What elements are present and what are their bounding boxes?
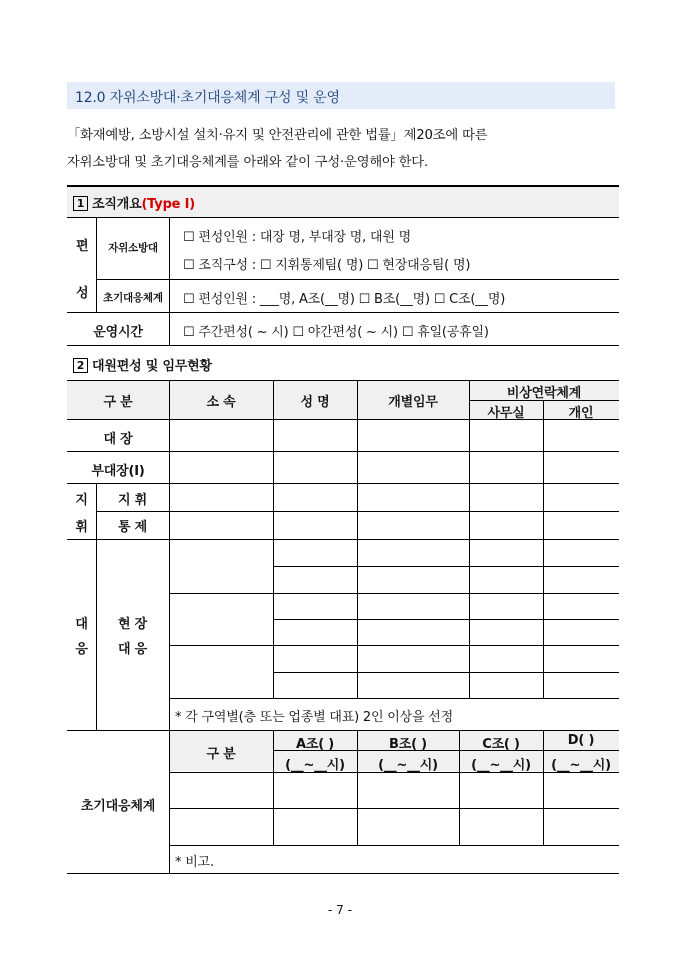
row-command-left-2: 휘 (75, 520, 88, 535)
row-deputy: 부대장(Ⅰ) (91, 464, 145, 479)
row-response-left-2: 응 (75, 642, 88, 657)
row-response-left-1: 대 (75, 617, 88, 632)
org-row-1: ☐ 편성인원 : 대장 명, 부대장 명, 대원 명 (183, 230, 411, 245)
org-title-text: 조직개요 (92, 197, 142, 212)
org-left-top: 편 (76, 239, 89, 254)
header-duty: 개별임무 (388, 395, 438, 410)
intro-line-1: 「화재예방, 소방시설 설치·유지 및 안전관리에 관한 법률」제20조에 따른 (67, 128, 488, 143)
page-number: - 7 - (328, 903, 352, 917)
org-row-3: ☐ 편성인원 : ___명, A조(__명) ☐ B조(__명) ☐ C조(__명) (183, 292, 506, 307)
self-fire-brigade-label: 자위소방대 (108, 242, 158, 254)
group-b-time: (__~__시) (378, 758, 438, 773)
intro-line-2: 자위소방대 및 초기대응체계를 아래와 같이 구성·운영해야 한다. (67, 155, 428, 170)
initial-category: 구 분 (206, 747, 236, 762)
org-row-2: ☐ 조직구성 : ☐ 지휘통제팀( 명) ☐ 현장대응팀( 명) (183, 258, 471, 273)
org-title (73, 193, 195, 212)
group-b: B조( ) (389, 737, 427, 752)
header-office: 사무실 (487, 406, 525, 421)
row-command-left-1: 지 (75, 493, 88, 508)
group-c: C조( ) (482, 737, 520, 752)
section-title: 12.0 자위소방대·초기대응체계 구성 및 운영 (75, 90, 340, 106)
duty-note: * 각 구역별(층 또는 업종별 대표) 2인 이상을 선정 (175, 710, 454, 725)
org-type-label: (Type Ⅰ) (141, 197, 196, 212)
header-category: 구 분 (103, 395, 133, 410)
duty-title (73, 355, 212, 374)
initial-response-system-label: 초기대응체계 (80, 799, 156, 814)
duty-title-text: 대원편성 및 임무현황 (92, 359, 212, 374)
row-response-right-2: 대 응 (117, 642, 148, 657)
header-personal: 개인 (568, 406, 594, 421)
group-c-time: (__~__시) (471, 758, 531, 773)
header-contact: 비상연락체계 (506, 386, 582, 401)
row-response-right-1: 현 장 (117, 617, 148, 632)
row-chief: 대 장 (103, 432, 133, 447)
duty-number-box: 2 (73, 358, 88, 373)
group-a-time: (__~__시) (285, 758, 345, 773)
group-d-time: (__~__시) (551, 758, 611, 773)
section-header-bar (67, 82, 615, 109)
org-top-border (67, 185, 619, 187)
group-d: D( ) (567, 733, 595, 748)
initial-remark: * 비고. (175, 855, 214, 870)
group-a: A조( ) (295, 737, 335, 752)
org-number-box: 1 (73, 196, 88, 211)
org-left-bottom: 성 (76, 286, 89, 301)
row-command-right-1: 지 휘 (117, 493, 148, 508)
header-affiliation: 소 속 (206, 395, 236, 410)
row-command-right-2: 통 제 (117, 520, 148, 535)
header-name: 성 명 (300, 395, 330, 410)
operating-hours-label: 운영시간 (93, 325, 143, 340)
initial-response-label: 초기대응체계 (103, 292, 163, 304)
operating-hours-options: ☐ 주간편성( ~ 시) ☐ 야간편성( ~ 시) ☐ 휴일(공휴일) (183, 325, 489, 340)
